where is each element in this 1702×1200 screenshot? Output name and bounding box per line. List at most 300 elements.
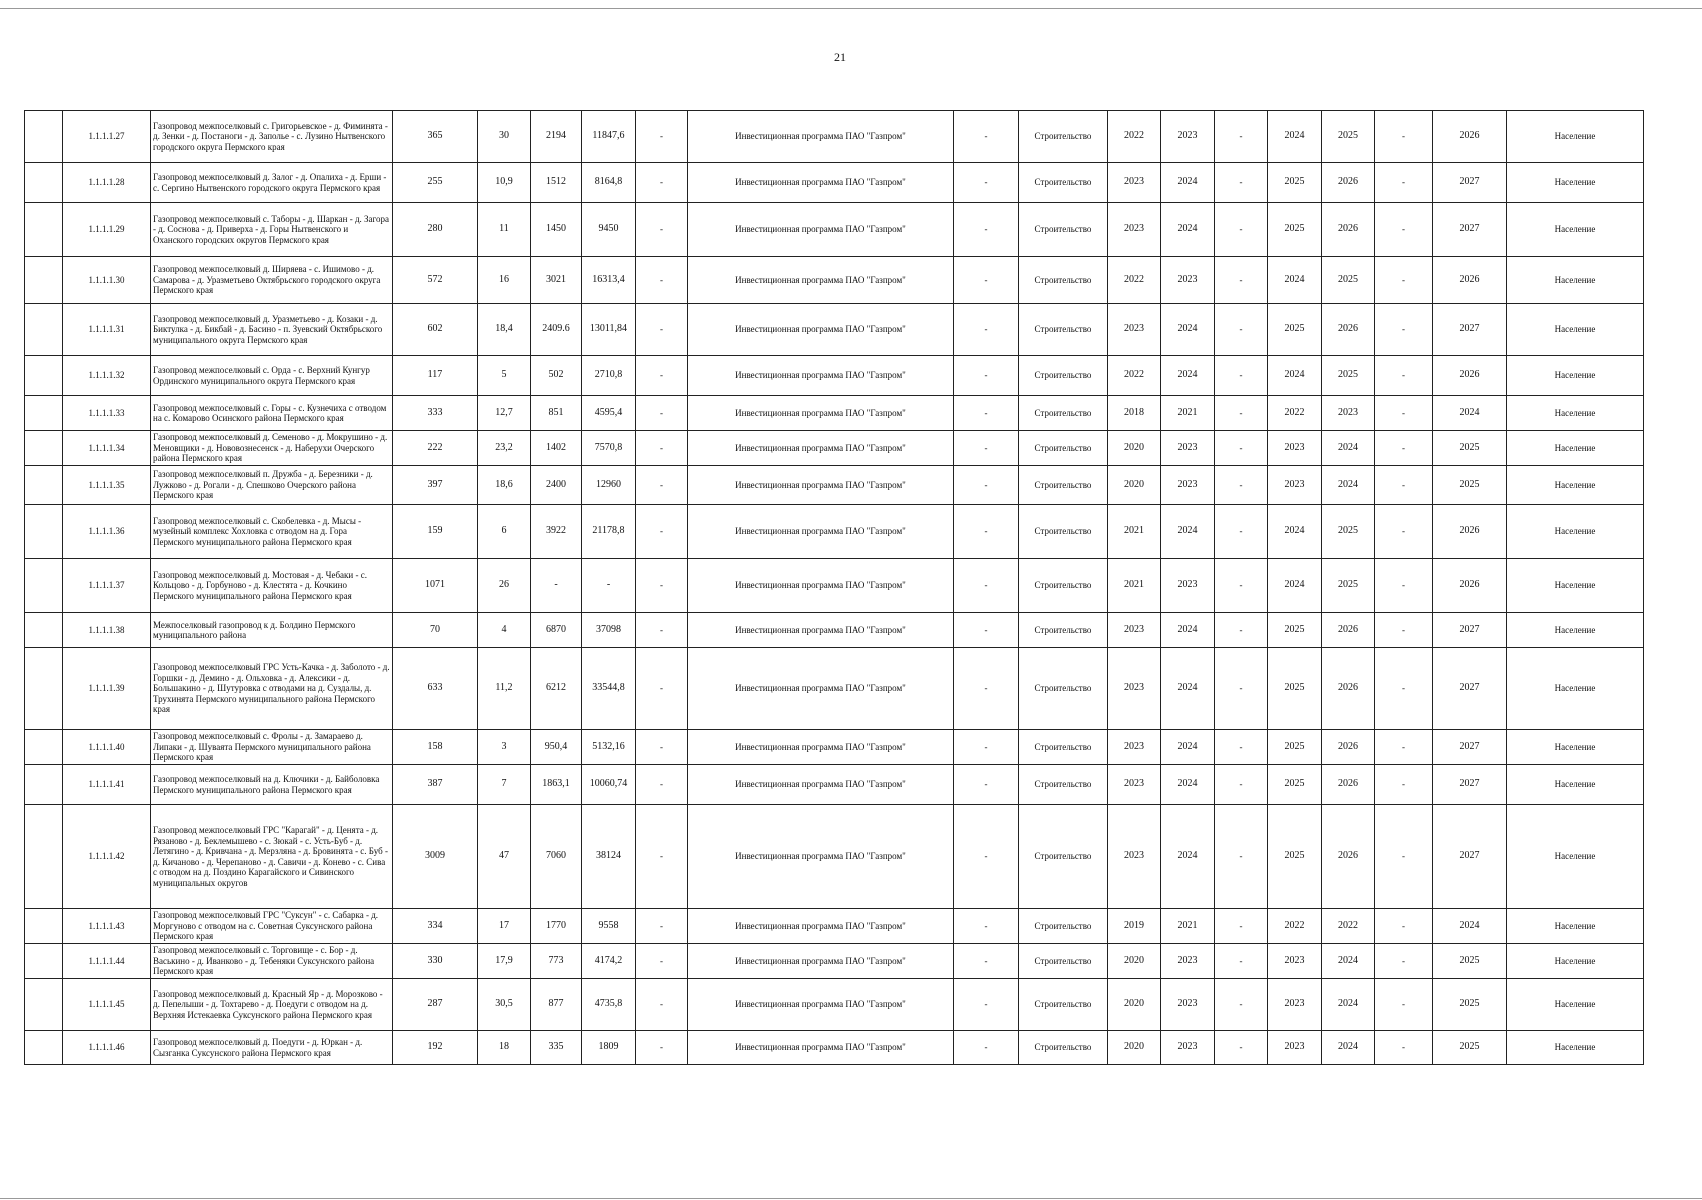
work-type: Строительство — [1019, 257, 1108, 304]
purpose: Население — [1507, 944, 1644, 979]
bottom-scan-edge — [0, 1198, 1702, 1199]
capacity-value: 10,9 — [478, 163, 531, 203]
year-commission-start: 2025 — [1268, 304, 1322, 356]
blank-cell — [25, 203, 63, 257]
row-id: 1.1.1.1.28 — [63, 163, 151, 203]
work-type: Строительство — [1019, 431, 1108, 466]
year-commission-start: 2023 — [1268, 466, 1322, 505]
work-type: Строительство — [1019, 304, 1108, 356]
capacity-value: 11,2 — [478, 648, 531, 730]
dash-cell: - — [636, 257, 688, 304]
year-end: 2023 — [1161, 257, 1215, 304]
row-id: 1.1.1.1.38 — [63, 613, 151, 648]
cost-value: 6212 — [531, 648, 582, 730]
dash-cell: - — [636, 505, 688, 559]
cost-value: 950,4 — [531, 730, 582, 765]
year-commission-end: 2024 — [1322, 431, 1375, 466]
table-row — [25, 356, 1644, 396]
funding-source: Инвестиционная программа ПАО "Газпром" — [688, 257, 954, 304]
year-commission-start: 2022 — [1268, 909, 1322, 944]
year-start: 2023 — [1108, 304, 1161, 356]
object-name: Газопровод межпоселковый ГРС Усть-Качка - д. Заболото - д. Горшки - д. Демино - д. Ольховка - д. Алексики - д. Большакино - д. Шутуровка с отводами на д. Суздалы, д. Трухинята Пермского муниципального района Пермского края — [151, 648, 393, 730]
dash-cell: - — [954, 466, 1019, 505]
year-commission-start: 2025 — [1268, 765, 1322, 805]
length-value: 1071 — [393, 559, 478, 613]
cost-total-value: 4595,4 — [582, 396, 636, 431]
table-row — [25, 1031, 1644, 1065]
year-commission-start: 2024 — [1268, 559, 1322, 613]
work-type: Строительство — [1019, 613, 1108, 648]
dash-cell: - — [1375, 466, 1433, 505]
year-start: 2020 — [1108, 466, 1161, 505]
capacity-value: 17 — [478, 909, 531, 944]
funding-source: Инвестиционная программа ПАО "Газпром" — [688, 304, 954, 356]
row-id: 1.1.1.1.31 — [63, 304, 151, 356]
purpose: Население — [1507, 505, 1644, 559]
year-final: 2025 — [1433, 431, 1507, 466]
year-commission-end: 2026 — [1322, 304, 1375, 356]
dash-cell: - — [954, 648, 1019, 730]
dash-cell: - — [636, 396, 688, 431]
dash-cell: - — [636, 203, 688, 257]
year-final: 2027 — [1433, 163, 1507, 203]
year-start: 2023 — [1108, 613, 1161, 648]
funding-source: Инвестиционная программа ПАО "Газпром" — [688, 356, 954, 396]
length-value: 572 — [393, 257, 478, 304]
row-id: 1.1.1.1.46 — [63, 1031, 151, 1065]
object-name: Межпоселковый газопровод к д. Болдино Пермского муниципального района — [151, 613, 393, 648]
year-final: 2027 — [1433, 765, 1507, 805]
object-name: Газопровод межпоселковый ГРС "Карагай" - д. Ценята - д. Рязаново - д. Беклемышево - с. Зюкай - с. Усть-Буб - д. Летягино - д. Кривчана - д. Мерзляна - д. Бровинята - с. Буб - д. Кичаново - д. Черепаново - д. Савичи - д. Конево - с. Сива с отводом на д. Поздино Карагайского и Сивинского муниципальных округов — [151, 805, 393, 909]
funding-source: Инвестиционная программа ПАО "Газпром" — [688, 559, 954, 613]
capacity-value: 11 — [478, 203, 531, 257]
dash-cell: - — [1215, 1031, 1268, 1065]
object-name: Газопровод межпоселковый с. Горы - с. Кузнечиха с отводом на с. Комарово Осинского района Пермского края — [151, 396, 393, 431]
cost-total-value: 8164,8 — [582, 163, 636, 203]
year-final: 2027 — [1433, 648, 1507, 730]
length-value: 287 — [393, 979, 478, 1031]
object-name: Газопровод межпоселковый д. Поедуги - д. Юркан - д. Сызганка Суксунского района Пермского края — [151, 1031, 393, 1065]
dash-cell: - — [954, 979, 1019, 1031]
cost-total-value: - — [582, 559, 636, 613]
purpose: Население — [1507, 559, 1644, 613]
row-id: 1.1.1.1.34 — [63, 431, 151, 466]
purpose: Население — [1507, 613, 1644, 648]
dash-cell: - — [954, 257, 1019, 304]
dash-cell: - — [636, 613, 688, 648]
year-final: 2027 — [1433, 203, 1507, 257]
work-type: Строительство — [1019, 765, 1108, 805]
dash-cell: - — [954, 203, 1019, 257]
dash-cell: - — [636, 111, 688, 163]
cost-total-value: 2710,8 — [582, 356, 636, 396]
year-commission-start: 2023 — [1268, 1031, 1322, 1065]
length-value: 192 — [393, 1031, 478, 1065]
cost-value: 1402 — [531, 431, 582, 466]
dash-cell: - — [1375, 613, 1433, 648]
year-final: 2026 — [1433, 505, 1507, 559]
dash-cell: - — [954, 765, 1019, 805]
capacity-value: 23,2 — [478, 431, 531, 466]
capacity-value: 18,6 — [478, 466, 531, 505]
year-start: 2019 — [1108, 909, 1161, 944]
purpose: Население — [1507, 431, 1644, 466]
blank-cell — [25, 648, 63, 730]
cost-total-value: 5132,16 — [582, 730, 636, 765]
purpose: Население — [1507, 396, 1644, 431]
length-value: 158 — [393, 730, 478, 765]
capacity-value: 18 — [478, 1031, 531, 1065]
cost-total-value: 33544,8 — [582, 648, 636, 730]
row-id: 1.1.1.1.39 — [63, 648, 151, 730]
gas-pipeline-table — [24, 110, 1644, 1065]
capacity-value: 17,9 — [478, 944, 531, 979]
year-commission-start: 2023 — [1268, 979, 1322, 1031]
work-type: Строительство — [1019, 944, 1108, 979]
purpose: Население — [1507, 648, 1644, 730]
year-commission-end: 2025 — [1322, 356, 1375, 396]
dash-cell: - — [636, 944, 688, 979]
work-type: Строительство — [1019, 979, 1108, 1031]
dash-cell: - — [636, 805, 688, 909]
row-id: 1.1.1.1.33 — [63, 396, 151, 431]
blank-cell — [25, 909, 63, 944]
capacity-value: 12,7 — [478, 396, 531, 431]
year-end: 2024 — [1161, 765, 1215, 805]
work-type: Строительство — [1019, 559, 1108, 613]
cost-value: 3021 — [531, 257, 582, 304]
year-final: 2025 — [1433, 979, 1507, 1031]
year-final: 2025 — [1433, 466, 1507, 505]
funding-source: Инвестиционная программа ПАО "Газпром" — [688, 613, 954, 648]
dash-cell: - — [1375, 944, 1433, 979]
row-id: 1.1.1.1.36 — [63, 505, 151, 559]
cost-total-value: 4174,2 — [582, 944, 636, 979]
year-final: 2025 — [1433, 1031, 1507, 1065]
purpose: Население — [1507, 466, 1644, 505]
dash-cell: - — [954, 356, 1019, 396]
year-commission-end: 2022 — [1322, 909, 1375, 944]
purpose: Население — [1507, 304, 1644, 356]
dash-cell: - — [636, 163, 688, 203]
row-id: 1.1.1.1.37 — [63, 559, 151, 613]
dash-cell: - — [1215, 613, 1268, 648]
dash-cell: - — [1375, 805, 1433, 909]
year-commission-end: 2026 — [1322, 765, 1375, 805]
year-final: 2027 — [1433, 730, 1507, 765]
length-value: 222 — [393, 431, 478, 466]
object-name: Газопровод межпоселковый с. Таборы - д. Шаркан - д. Загора - д. Соснова - д. Приверха - д. Горы Нытвенского и Оханского городских округов Пермского края — [151, 203, 393, 257]
blank-cell — [25, 613, 63, 648]
cost-value: 2400 — [531, 466, 582, 505]
cost-value: 3922 — [531, 505, 582, 559]
dash-cell: - — [1375, 203, 1433, 257]
year-final: 2027 — [1433, 805, 1507, 909]
dash-cell: - — [636, 979, 688, 1031]
blank-cell — [25, 1031, 63, 1065]
length-value: 3009 — [393, 805, 478, 909]
table-row — [25, 559, 1644, 613]
year-final: 2025 — [1433, 944, 1507, 979]
dash-cell: - — [1215, 203, 1268, 257]
row-id: 1.1.1.1.42 — [63, 805, 151, 909]
year-start: 2020 — [1108, 944, 1161, 979]
funding-source: Инвестиционная программа ПАО "Газпром" — [688, 431, 954, 466]
purpose: Население — [1507, 909, 1644, 944]
year-commission-end: 2025 — [1322, 505, 1375, 559]
year-commission-end: 2025 — [1322, 257, 1375, 304]
row-id: 1.1.1.1.35 — [63, 466, 151, 505]
dash-cell: - — [1375, 257, 1433, 304]
year-end: 2024 — [1161, 805, 1215, 909]
blank-cell — [25, 765, 63, 805]
length-value: 602 — [393, 304, 478, 356]
cost-total-value: 1809 — [582, 1031, 636, 1065]
capacity-value: 30 — [478, 111, 531, 163]
cost-total-value: 10060,74 — [582, 765, 636, 805]
cost-total-value: 12960 — [582, 466, 636, 505]
dash-cell: - — [1375, 559, 1433, 613]
work-type: Строительство — [1019, 648, 1108, 730]
year-start: 2023 — [1108, 730, 1161, 765]
cost-total-value: 21178,8 — [582, 505, 636, 559]
capacity-value: 5 — [478, 356, 531, 396]
object-name: Газопровод межпоселковый д. Уразметьево - д. Козаки - д. Биктулка - д. Бикбай - д. Басино - п. Зуевский Октябрьского муниципального округа Пермского края — [151, 304, 393, 356]
year-start: 2023 — [1108, 765, 1161, 805]
dash-cell: - — [1215, 979, 1268, 1031]
year-commission-end: 2024 — [1322, 1031, 1375, 1065]
blank-cell — [25, 304, 63, 356]
object-name: Газопровод межпоселковый д. Семеново - д. Мокрушино - д. Меновщики - д. Нововознесенск - д. Наберухи Очерского района Пермского края — [151, 431, 393, 466]
length-value: 280 — [393, 203, 478, 257]
year-end: 2024 — [1161, 648, 1215, 730]
work-type: Строительство — [1019, 396, 1108, 431]
capacity-value: 4 — [478, 613, 531, 648]
purpose: Население — [1507, 257, 1644, 304]
year-commission-start: 2023 — [1268, 431, 1322, 466]
cost-value: 773 — [531, 944, 582, 979]
year-end: 2024 — [1161, 163, 1215, 203]
year-final: 2027 — [1433, 613, 1507, 648]
cost-total-value: 38124 — [582, 805, 636, 909]
object-name: Газопровод межпоселковый д. Ширяева - с. Ишимово - д. Самарова - д. Уразметьево Октябрьского городского округа Пермского края — [151, 257, 393, 304]
table-row — [25, 765, 1644, 805]
top-scan-edge — [0, 8, 1702, 9]
year-commission-start: 2024 — [1268, 505, 1322, 559]
year-start: 2023 — [1108, 648, 1161, 730]
cost-value: 335 — [531, 1031, 582, 1065]
row-id: 1.1.1.1.44 — [63, 944, 151, 979]
length-value: 365 — [393, 111, 478, 163]
purpose: Население — [1507, 111, 1644, 163]
length-value: 159 — [393, 505, 478, 559]
table-row — [25, 944, 1644, 979]
work-type: Строительство — [1019, 1031, 1108, 1065]
funding-source: Инвестиционная программа ПАО "Газпром" — [688, 909, 954, 944]
dash-cell: - — [1215, 730, 1268, 765]
table-row — [25, 257, 1644, 304]
dash-cell: - — [1215, 111, 1268, 163]
cost-value: 1863,1 — [531, 765, 582, 805]
capacity-value: 30,5 — [478, 979, 531, 1031]
dash-cell: - — [954, 304, 1019, 356]
funding-source: Инвестиционная программа ПАО "Газпром" — [688, 466, 954, 505]
cost-value: 6870 — [531, 613, 582, 648]
funding-source: Инвестиционная программа ПАО "Газпром" — [688, 765, 954, 805]
year-commission-start: 2025 — [1268, 805, 1322, 909]
table-row — [25, 163, 1644, 203]
dash-cell: - — [636, 356, 688, 396]
row-id: 1.1.1.1.43 — [63, 909, 151, 944]
year-end: 2021 — [1161, 909, 1215, 944]
cost-total-value: 11847,6 — [582, 111, 636, 163]
year-commission-end: 2026 — [1322, 203, 1375, 257]
dash-cell: - — [636, 765, 688, 805]
dash-cell: - — [954, 431, 1019, 466]
year-commission-end: 2023 — [1322, 396, 1375, 431]
funding-source: Инвестиционная программа ПАО "Газпром" — [688, 648, 954, 730]
year-end: 2023 — [1161, 431, 1215, 466]
blank-cell — [25, 396, 63, 431]
dash-cell: - — [954, 505, 1019, 559]
funding-source: Инвестиционная программа ПАО "Газпром" — [688, 944, 954, 979]
cost-value: 1450 — [531, 203, 582, 257]
year-start: 2021 — [1108, 505, 1161, 559]
dash-cell: - — [954, 909, 1019, 944]
year-commission-end: 2026 — [1322, 163, 1375, 203]
year-start: 2021 — [1108, 559, 1161, 613]
year-commission-end: 2026 — [1322, 730, 1375, 765]
dash-cell: - — [954, 1031, 1019, 1065]
dash-cell: - — [1215, 505, 1268, 559]
dash-cell: - — [636, 304, 688, 356]
funding-source: Инвестиционная программа ПАО "Газпром" — [688, 805, 954, 909]
year-end: 2023 — [1161, 559, 1215, 613]
cost-total-value: 37098 — [582, 613, 636, 648]
dash-cell: - — [1215, 765, 1268, 805]
object-name: Газопровод межпоселковый с. Скобелевка - д. Мысы - музейный комплекс Хохловка с отводом на д. Гора Пермского муниципального района Пермского края — [151, 505, 393, 559]
work-type: Строительство — [1019, 505, 1108, 559]
year-end: 2024 — [1161, 356, 1215, 396]
year-start: 2023 — [1108, 163, 1161, 203]
object-name: Газопровод межпоселковый ГРС "Суксун" - с. Сабарка - д. Моргуново с отводом на с. Советная Суксунского района Пермского края — [151, 909, 393, 944]
year-commission-start: 2024 — [1268, 257, 1322, 304]
row-id: 1.1.1.1.27 — [63, 111, 151, 163]
work-type: Строительство — [1019, 909, 1108, 944]
purpose: Население — [1507, 765, 1644, 805]
year-commission-end: 2025 — [1322, 111, 1375, 163]
year-start: 2023 — [1108, 805, 1161, 909]
dash-cell: - — [954, 396, 1019, 431]
dash-cell: - — [636, 730, 688, 765]
funding-source: Инвестиционная программа ПАО "Газпром" — [688, 203, 954, 257]
object-name: Газопровод межпоселковый д. Залог - д. Опалиха - д. Ерши - с. Сергино Нытвенского городского округа Пермского края — [151, 163, 393, 203]
object-name: Газопровод межпоселковый п. Дружба - д. Березники - д. Лужково - д. Рогали - д. Спешково Очерского района Пермского края — [151, 466, 393, 505]
dash-cell: - — [1375, 1031, 1433, 1065]
dash-cell: - — [1215, 648, 1268, 730]
blank-cell — [25, 944, 63, 979]
table-row — [25, 909, 1644, 944]
year-end: 2024 — [1161, 505, 1215, 559]
dash-cell: - — [1215, 356, 1268, 396]
year-final: 2026 — [1433, 356, 1507, 396]
blank-cell — [25, 163, 63, 203]
year-commission-end: 2026 — [1322, 805, 1375, 909]
dash-cell: - — [1375, 163, 1433, 203]
length-value: 330 — [393, 944, 478, 979]
work-type: Строительство — [1019, 203, 1108, 257]
dash-cell: - — [636, 648, 688, 730]
blank-cell — [25, 111, 63, 163]
table-row — [25, 431, 1644, 466]
work-type: Строительство — [1019, 163, 1108, 203]
object-name: Газопровод межпоселковый с. Торговище - с. Бор - д. Васькино - д. Иванково - д. Тебеняки Суксунского района Пермского края — [151, 944, 393, 979]
year-end: 2024 — [1161, 730, 1215, 765]
blank-cell — [25, 431, 63, 466]
dash-cell: - — [954, 730, 1019, 765]
year-commission-start: 2024 — [1268, 111, 1322, 163]
year-commission-start: 2025 — [1268, 613, 1322, 648]
blank-cell — [25, 356, 63, 396]
year-start: 2023 — [1108, 203, 1161, 257]
work-type: Строительство — [1019, 466, 1108, 505]
dash-cell: - — [1215, 944, 1268, 979]
year-final: 2024 — [1433, 909, 1507, 944]
dash-cell: - — [1375, 356, 1433, 396]
year-commission-end: 2024 — [1322, 466, 1375, 505]
funding-source: Инвестиционная программа ПАО "Газпром" — [688, 505, 954, 559]
purpose: Население — [1507, 163, 1644, 203]
dash-cell: - — [1375, 979, 1433, 1031]
year-commission-end: 2026 — [1322, 613, 1375, 648]
blank-cell — [25, 559, 63, 613]
length-value: 255 — [393, 163, 478, 203]
year-end: 2024 — [1161, 304, 1215, 356]
table-row — [25, 396, 1644, 431]
year-commission-end: 2024 — [1322, 944, 1375, 979]
work-type: Строительство — [1019, 730, 1108, 765]
dash-cell: - — [1215, 396, 1268, 431]
year-final: 2026 — [1433, 559, 1507, 613]
table-row — [25, 613, 1644, 648]
cost-total-value: 9558 — [582, 909, 636, 944]
year-commission-start: 2025 — [1268, 163, 1322, 203]
year-commission-end: 2025 — [1322, 559, 1375, 613]
table-row — [25, 505, 1644, 559]
capacity-value: 16 — [478, 257, 531, 304]
dash-cell: - — [954, 944, 1019, 979]
row-id: 1.1.1.1.30 — [63, 257, 151, 304]
year-start: 2020 — [1108, 979, 1161, 1031]
table-row — [25, 203, 1644, 257]
row-id: 1.1.1.1.45 — [63, 979, 151, 1031]
year-commission-start: 2022 — [1268, 396, 1322, 431]
year-commission-end: 2026 — [1322, 648, 1375, 730]
year-end: 2023 — [1161, 111, 1215, 163]
cost-total-value: 4735,8 — [582, 979, 636, 1031]
cost-total-value: 16313,4 — [582, 257, 636, 304]
funding-source: Инвестиционная программа ПАО "Газпром" — [688, 979, 954, 1031]
cost-total-value: 9450 — [582, 203, 636, 257]
year-final: 2027 — [1433, 304, 1507, 356]
capacity-value: 7 — [478, 765, 531, 805]
purpose: Население — [1507, 203, 1644, 257]
dash-cell: - — [1215, 909, 1268, 944]
blank-cell — [25, 466, 63, 505]
year-end: 2023 — [1161, 1031, 1215, 1065]
dash-cell: - — [1375, 304, 1433, 356]
cost-total-value: 13011,84 — [582, 304, 636, 356]
